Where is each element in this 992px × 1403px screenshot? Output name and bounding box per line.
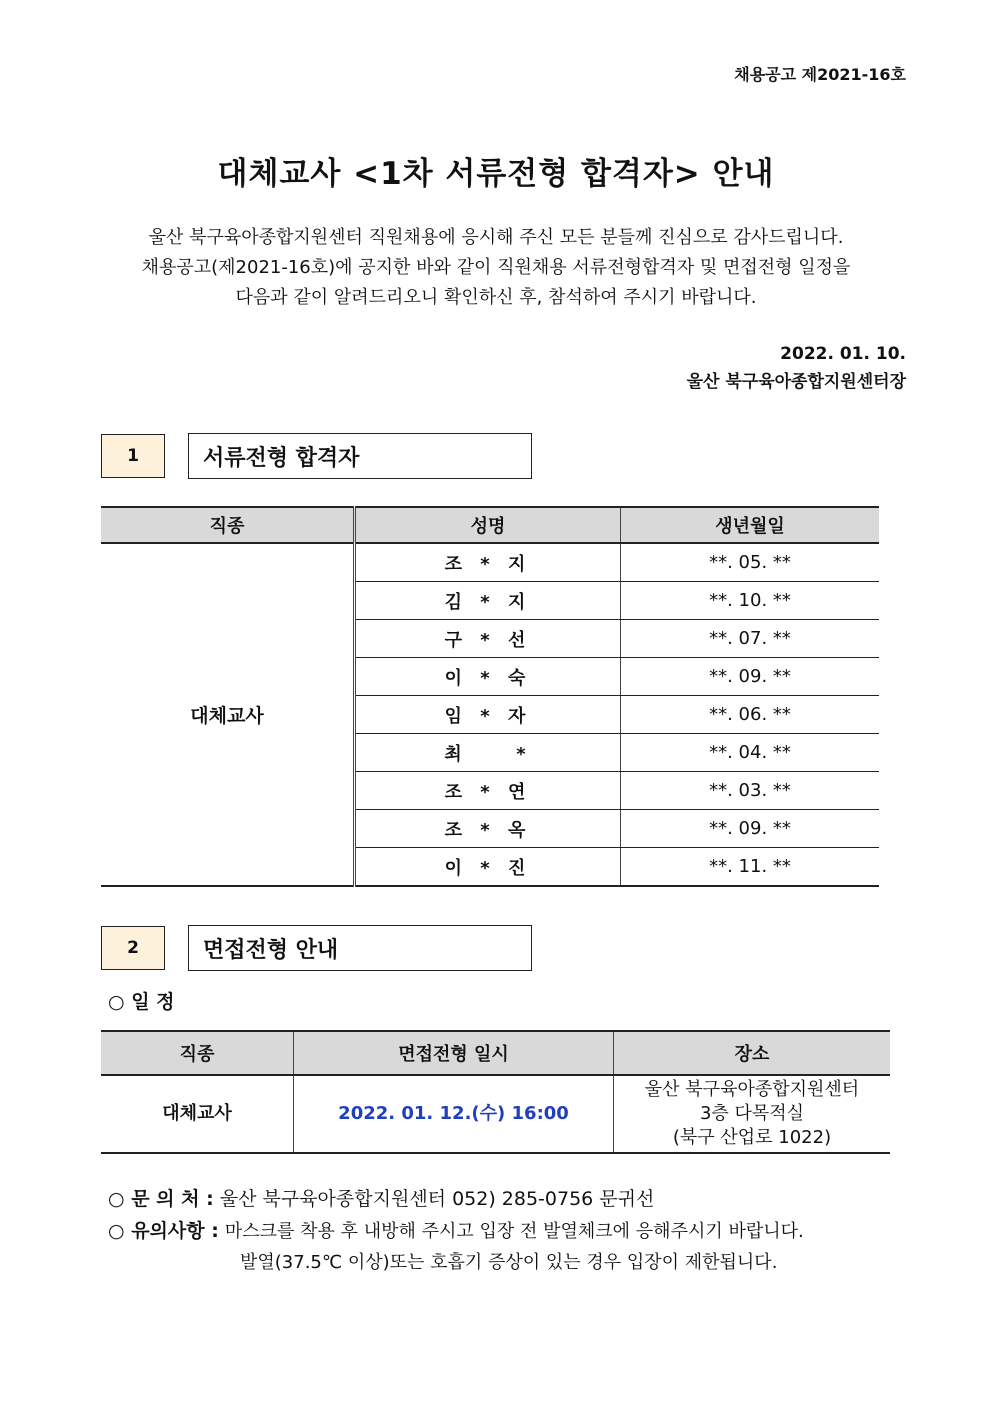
issue-date: 2022. 01. 10.	[780, 344, 906, 364]
name-cell: 이 * 진	[355, 848, 621, 887]
contact-info	[108, 1183, 804, 1248]
passed-applicants-table	[101, 506, 879, 887]
page-title: 대체교사 <1차 서류전형 합격자> 안내	[217, 156, 775, 192]
section-title-2: 면접전형 안내	[188, 925, 532, 971]
name-cell: 최 *	[355, 734, 621, 772]
birth-cell: **. 09. **	[621, 658, 880, 696]
name-cell: 조 * 연	[355, 772, 621, 810]
name-cell: 김 * 지	[355, 582, 621, 620]
birth-cell: **. 05. **	[621, 543, 880, 582]
issuer-name: 울산 북구육아종합지원센터장	[686, 372, 906, 392]
section-number-1: 1	[101, 434, 165, 478]
birth-cell: **. 07. **	[621, 620, 880, 658]
schedule-label: ○ 일 정	[108, 991, 175, 1013]
table-header-row	[101, 507, 879, 543]
contact-line	[108, 1183, 804, 1215]
intro-line: 울산 북구육아종합지원센터 직원채용에 응시해 주신 모든 분들께 진심으로 감사드립니다.	[148, 227, 844, 248]
header-place: 장소	[614, 1031, 891, 1075]
notice-number: 채용공고 제2021-16호	[734, 65, 906, 84]
header-birth: 생년월일	[621, 507, 880, 543]
birth-cell: **. 09. **	[621, 810, 880, 848]
place-line: 3층 다목적실	[699, 1103, 805, 1124]
intro-line: 채용공고(제2021-16호)에 공지한 바와 같이 직원채용 서류전형합격자 및 면접전형 일정을	[141, 257, 851, 278]
header-job: 직종	[101, 1031, 294, 1075]
name-cell: 임 * 자	[355, 696, 621, 734]
table-row	[101, 543, 879, 582]
interview-schedule-table	[101, 1030, 890, 1154]
intro-text	[0, 223, 992, 313]
place-line: 울산 북구육아종합지원센터	[644, 1079, 860, 1100]
caution-label: ○ 유의사항 :	[108, 1220, 219, 1242]
section-number-2: 2	[101, 926, 165, 970]
intro-line: 다음과 같이 알려드리오니 확인하신 후, 참석하여 주시기 바랍니다.	[235, 287, 757, 308]
datetime-cell: 2022. 01. 12.(수) 16:00	[294, 1075, 614, 1153]
birth-cell: **. 10. **	[621, 582, 880, 620]
name-cell: 이 * 숙	[355, 658, 621, 696]
caution-text-2: 발열(37.5℃ 이상)또는 호흡기 증상이 있는 경우 입장이 제한됩니다.	[240, 1252, 778, 1273]
header-datetime: 면접전형 일시	[294, 1031, 614, 1075]
header-job: 직종	[101, 507, 355, 543]
name-cell: 조 * 지	[355, 543, 621, 582]
contact-text: 울산 북구육아종합지원센터 052) 285-0756 문귀선	[219, 1188, 655, 1210]
issue-block	[687, 340, 906, 396]
table-row	[101, 1075, 890, 1153]
place-line: (북구 산업로 1022)	[672, 1127, 832, 1148]
caution-text-1: 마스크를 착용 후 내방해 주시고 입장 전 발열체크에 응해주시기 바랍니다.	[224, 1221, 804, 1242]
contact-label: ○ 문 의 처 :	[108, 1188, 214, 1210]
section-title-1: 서류전형 합격자	[188, 433, 532, 479]
table-header-row	[101, 1031, 890, 1075]
job-cell: 대체교사	[101, 543, 355, 886]
birth-cell: **. 03. **	[621, 772, 880, 810]
place-cell	[614, 1075, 891, 1153]
name-cell: 구 * 선	[355, 620, 621, 658]
birth-cell: **. 04. **	[621, 734, 880, 772]
job-cell: 대체교사	[101, 1075, 294, 1153]
header-name: 성명	[355, 507, 621, 543]
name-cell: 조 * 옥	[355, 810, 621, 848]
caution-line	[108, 1215, 804, 1248]
birth-cell: **. 06. **	[621, 696, 880, 734]
birth-cell: **. 11. **	[621, 848, 880, 887]
